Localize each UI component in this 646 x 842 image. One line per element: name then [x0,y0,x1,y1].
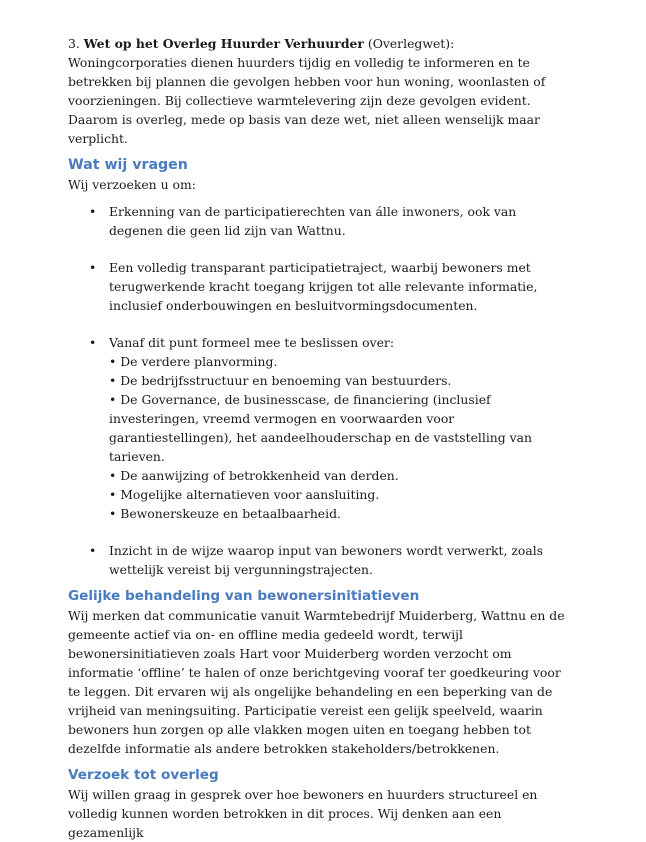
document-page [68,34,568,842]
bullet-icon: • [89,335,97,350]
list-item [68,258,568,315]
section-3-body: Woningcorporaties dienen huurders tijdig en volledig te informeren en te betrekken bij plannen die gevolgen hebben voor hun woning, woonlasten of voorzieningen. Bij collectieve warmtelevering zijn deze gevolgen evident. Daarom is overleg, mede op basis van deze wet, niet alleen wenselijk maar verplicht. [68,55,546,146]
sub-item: • Mogelijke alternatieven voor aansluiting. [109,487,380,502]
heading-gelijke-behandeling: Gelijke behandeling van bewonersinitiatieven [68,588,420,604]
list-item-text: Vanaf dit punt formeel mee te beslissen over: [109,335,395,350]
section-title: Wet op het Overleg Huurder Verhuurder [83,36,364,51]
verzoek-body: Wij willen graag in gesprek over hoe bewoners en huurders structureel en volledig kunnen worden betrokken in dit proces. Wij denken aan een gezamenlijk [68,787,538,840]
list-item [68,333,568,523]
bullet-icon: • [89,543,97,558]
list-item-text: Inzicht in de wijze waarop input van bewoners wordt verwerkt, zoals wettelijk vereist bij vergunningstrajecten. [109,543,544,577]
section-number: 3. [68,36,80,51]
list-item [68,541,568,579]
heading-wat-wij-vragen: Wat wij vragen [68,157,188,173]
request-list [68,202,568,579]
sub-item: • De bedrijfsstructuur en benoeming van bestuurders. [109,373,452,388]
sub-item: • De verdere planvorming. [109,354,278,369]
section-3-heading [68,34,568,53]
intro-text: Wij verzoeken u om: [68,177,196,192]
heading-verzoek-tot-overleg: Verzoek tot overleg [68,767,219,783]
list-item [68,202,568,240]
list-item-text: Een volledig transparant participatietraject, waarbij bewoners met terugwerkende kracht toegang krijgen tot alle relevante informatie, inclusief onderbouwingen en besluitvormingsdocumenten. [109,260,538,313]
sub-item: • Bewonerskeuze en betaalbaarheid. [109,506,341,521]
sub-item: • De aanwijzing of betrokkenheid van derden. [109,468,399,483]
bullet-icon: • [89,204,97,219]
bullet-icon: • [89,260,97,275]
list-item-text: Erkenning van de participatierechten van álle inwoners, ook van degenen die geen lid zijn van Wattnu. [109,204,517,238]
section-subtitle: (Overlegwet): [367,36,455,51]
sub-item: • De Governance, de businesscase, de financiering (inclusief investeringen, vreemd vermogen en voorwaarden voor garantiestellingen), het aandeelhouderschap en de vaststelling van tarieven. [109,392,533,464]
gelijke-body: Wij merken dat communicatie vanuit Warmtebedrijf Muiderberg, Wattnu en de gemeente actief via on- en offline media gedeeld wordt, terwijl bewonersinitiatieven zoals Hart voor Muiderberg worden verzocht om informatie ‘offline’ te halen of onze berichtgeving vooraf ter goedkeuring voor te leggen. Dit ervaren wij als ongelijke behandeling en een beperking van de vrijheid van meningsuiting. Participatie vereist een gelijk speelveld, waarin bewoners hun zorgen op alle vlakken mogen uiten en toegang hebben tot dezelfde informatie als andere betrokken stakeholders/betrokkenen. [68,608,565,756]
